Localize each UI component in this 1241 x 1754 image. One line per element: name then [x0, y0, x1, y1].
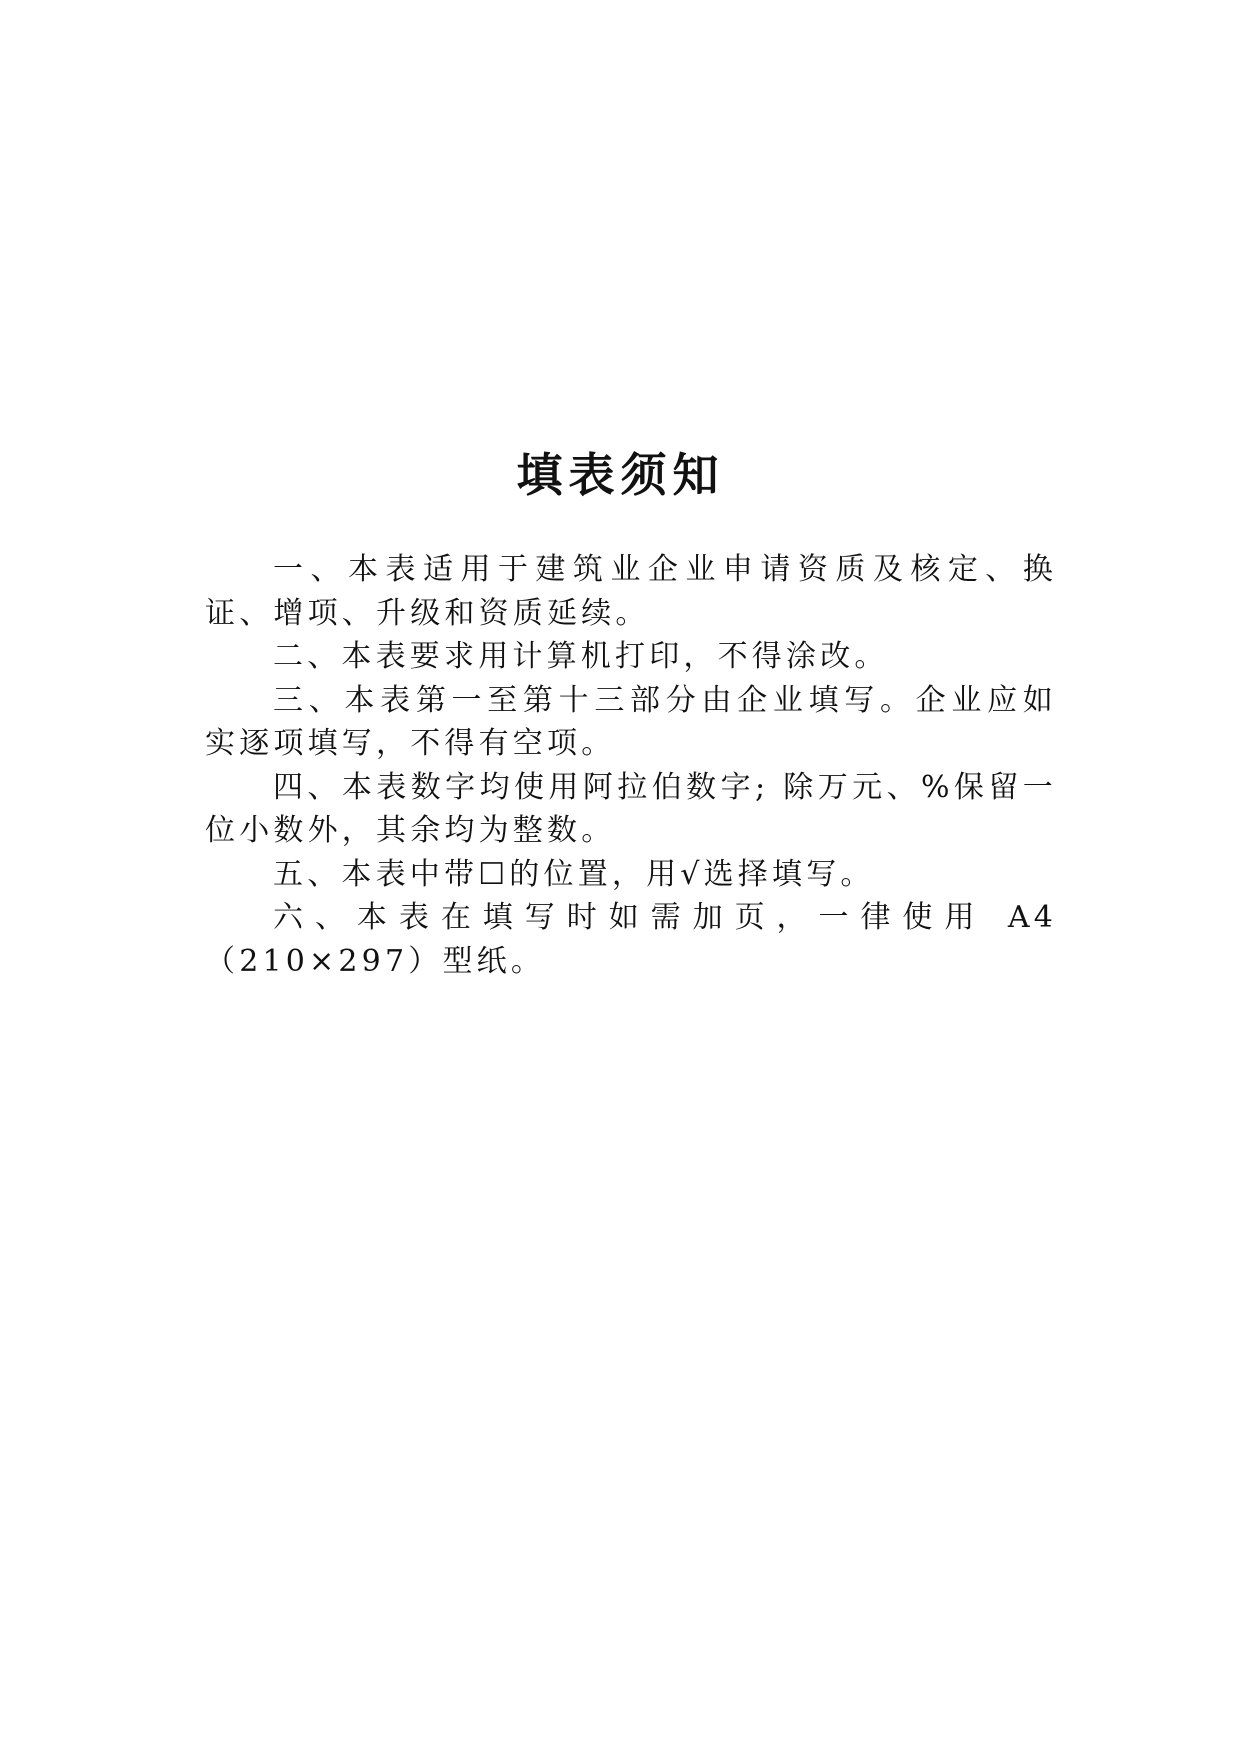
- instruction-item-3: 三、本表第一至第十三部分由企业填写。企业应如实逐项填写，不得有空项。: [205, 682, 1057, 761]
- instructions-list: [205, 548, 1057, 983]
- instruction-item-1: 一、本表适用于建筑业企业申请资质及核定、换证、增项、升级和资质延续。: [205, 552, 1057, 631]
- instruction-item-5: 五、本表中带☐的位置，用√选择填写。: [273, 856, 875, 892]
- instruction-item-2: 二、本表要求用计算机打印，不得涂改。: [273, 639, 889, 674]
- instruction-item-4: 四、本表数字均使用阿拉伯数字; 除万元、%保留一位小数外，其余均为整数。: [205, 769, 1057, 848]
- page-title: 填表须知: [516, 448, 725, 502]
- instruction-item-6: 六、本表在填写时如需加页，一律使用 A4（210×297）型纸。: [205, 900, 1057, 979]
